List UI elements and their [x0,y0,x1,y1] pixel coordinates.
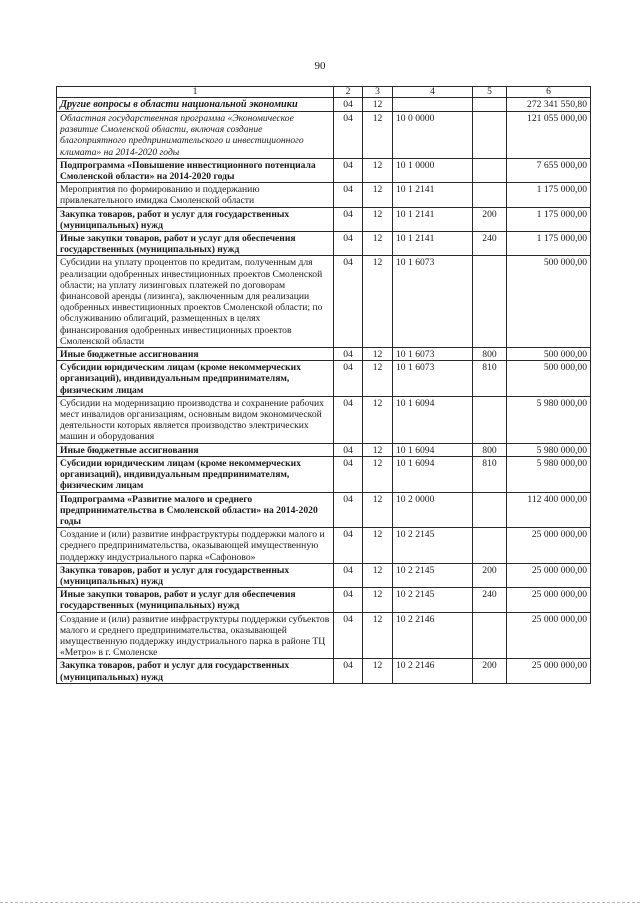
row-name: Субсидии на модернизацию производства и сохранение рабочих мест инвалидов организациям, основным видом экономической деятельности которых является производство электрических машин и оборудования [57,396,334,443]
row-amount: 5 980 000,00 [507,443,591,456]
table-row [57,443,591,456]
row-target-article: 10 2 2145 [393,563,473,587]
row-expense-type: 810 [473,361,507,397]
row-name: Создание и (или) развитие инфраструктуры поддержки малого и среднего предпринимательства, оказывающей имущественную поддержку индустриального парка «Сафоново» [57,528,334,564]
row-section: 04 [334,612,363,659]
row-subsection: 12 [363,348,393,361]
row-name: Иные закупки товаров, работ и услуг для обеспечения государственных (муниципальных) нужд [57,232,334,256]
table-row [57,588,591,612]
row-target-article: 10 1 6073 [393,256,473,348]
row-expense-type [473,396,507,443]
row-name: Областная государственная программа «Экономическое развитие Смоленской области, включая создание благоприятного предпринимательского и инвестиционного климата» на 2014-2020 годы [57,112,334,159]
row-target-article: 10 0 0000 [393,112,473,159]
row-name: Субсидии на уплату процентов по кредитам, полученным для реализации одобренных инвестиционных проектов Смоленской области; на уплату лизинговых платежей по договорам финансовой аренды (лизинга), заключенным для реализации одобренных инвестиционных проектов Смоленской области; по обслуживанию облигаций, размещенных в целях финансирования одобренных инвестиционных проектов Смоленской области [57,256,334,348]
row-expense-type: 800 [473,443,507,456]
row-section: 04 [334,563,363,587]
table-row [57,563,591,587]
row-target-article: 10 1 6073 [393,348,473,361]
scan-edge-line [0,901,640,903]
row-target-article: 10 1 2141 [393,183,473,207]
table-row [57,207,591,231]
row-amount: 7 655 000,00 [507,158,591,182]
row-amount: 25 000 000,00 [507,588,591,612]
row-amount: 5 980 000,00 [507,456,591,492]
row-target-article: 10 1 6094 [393,443,473,456]
row-target-article: 10 2 0000 [393,492,473,528]
row-subsection: 12 [363,112,393,159]
row-subsection: 12 [363,361,393,397]
row-section: 04 [334,492,363,528]
row-name: Подпрограмма «Повышение инвестиционного потенциала Смоленской области» на 2014-2020 годы [57,158,334,182]
row-amount: 500 000,00 [507,256,591,348]
header-col-4: 4 [393,87,473,98]
row-subsection: 12 [363,443,393,456]
row-amount: 121 055 000,00 [507,112,591,159]
table-row [57,348,591,361]
row-target-article: 10 1 6073 [393,361,473,397]
row-subsection: 12 [363,396,393,443]
table-body [57,98,591,684]
table-row [57,232,591,256]
row-subsection: 12 [363,256,393,348]
row-expense-type: 240 [473,588,507,612]
row-amount: 1 175 000,00 [507,183,591,207]
row-subsection: 12 [363,158,393,182]
row-name: Субсидии юридическим лицам (кроме некоммерческих организаций), индивидуальным предпринимателям, физическим лицам [57,361,334,397]
table-row [57,396,591,443]
row-target-article: 10 2 2145 [393,588,473,612]
row-expense-type: 200 [473,659,507,683]
row-name: Субсидии юридическим лицам (кроме некоммерческих организаций), индивидуальным предпринимателям, физическим лицам [57,456,334,492]
row-section: 04 [334,528,363,564]
table-row [57,612,591,659]
table-row [57,98,591,112]
table-row [57,659,591,683]
row-expense-type [473,183,507,207]
row-subsection: 12 [363,98,393,112]
row-section: 04 [334,456,363,492]
table-row [57,492,591,528]
row-subsection: 12 [363,183,393,207]
row-target-article: 10 1 6094 [393,456,473,492]
row-target-article: 10 1 6094 [393,396,473,443]
budget-table [56,86,591,684]
table-row [57,528,591,564]
table-row [57,361,591,397]
row-subsection: 12 [363,456,393,492]
row-subsection: 12 [363,659,393,683]
row-expense-type: 200 [473,563,507,587]
row-name: Создание и (или) развитие инфраструктуры поддержки субъектов малого и среднего предпринимательства, оказывающей имущественную поддержку индустриального парка в районе ТЦ «Метро» в г. Смоленске [57,612,334,659]
row-amount: 500 000,00 [507,348,591,361]
row-name: Мероприятия по формированию и поддержанию привлекательного имиджа Смоленской области [57,183,334,207]
row-target-article: 10 2 2145 [393,528,473,564]
row-amount: 25 000 000,00 [507,659,591,683]
row-section: 04 [334,232,363,256]
row-target-article: 10 1 0000 [393,158,473,182]
row-target-article [393,98,473,112]
row-name: Закупка товаров, работ и услуг для государственных (муниципальных) нужд [57,563,334,587]
row-section: 04 [334,588,363,612]
row-amount: 5 980 000,00 [507,396,591,443]
row-expense-type: 800 [473,348,507,361]
row-section: 04 [334,158,363,182]
row-expense-type [473,256,507,348]
row-section: 04 [334,361,363,397]
table-row [57,256,591,348]
row-name: Иные бюджетные ассигнования [57,348,334,361]
row-section: 04 [334,348,363,361]
row-target-article: 10 1 2141 [393,232,473,256]
row-amount: 25 000 000,00 [507,528,591,564]
row-amount: 272 341 550,80 [507,98,591,112]
row-section: 04 [334,207,363,231]
row-name: Подпрограмма «Развитие малого и среднего предпринимательства в Смоленской области» на 2014-2020 годы [57,492,334,528]
row-name: Иные бюджетные ассигнования [57,443,334,456]
row-section: 04 [334,256,363,348]
page-number: 90 [314,60,326,72]
row-amount: 112 400 000,00 [507,492,591,528]
row-amount: 25 000 000,00 [507,612,591,659]
row-amount: 1 175 000,00 [507,232,591,256]
row-expense-type: 200 [473,207,507,231]
table-row [57,183,591,207]
row-amount: 25 000 000,00 [507,563,591,587]
row-name: Закупка товаров, работ и услуг для государственных (муниципальных) нужд [57,207,334,231]
row-section: 04 [334,112,363,159]
row-section: 04 [334,98,363,112]
row-expense-type [473,612,507,659]
row-expense-type [473,492,507,528]
row-expense-type [473,98,507,112]
row-subsection: 12 [363,528,393,564]
header-col-2: 2 [334,87,363,98]
header-col-1: 1 [57,87,334,98]
row-expense-type: 810 [473,456,507,492]
header-col-3: 3 [363,87,393,98]
table-header-row [57,87,591,98]
row-subsection: 12 [363,207,393,231]
row-expense-type: 240 [473,232,507,256]
row-name: Иные закупки товаров, работ и услуг для обеспечения государственных (муниципальных) нужд [57,588,334,612]
row-amount: 1 175 000,00 [507,207,591,231]
table-row [57,112,591,159]
row-name: Закупка товаров, работ и услуг для государственных (муниципальных) нужд [57,659,334,683]
table-row [57,456,591,492]
row-section: 04 [334,443,363,456]
row-subsection: 12 [363,492,393,528]
row-target-article: 10 2 2146 [393,659,473,683]
row-expense-type [473,112,507,159]
row-name: Другие вопросы в области национальной экономики [57,98,334,112]
row-target-article: 10 2 2146 [393,612,473,659]
row-section: 04 [334,183,363,207]
row-subsection: 12 [363,232,393,256]
row-expense-type [473,158,507,182]
row-subsection: 12 [363,612,393,659]
header-col-5: 5 [473,87,507,98]
header-col-6: 6 [507,87,591,98]
row-subsection: 12 [363,588,393,612]
row-expense-type [473,528,507,564]
row-section: 04 [334,396,363,443]
table-row [57,158,591,182]
row-section: 04 [334,659,363,683]
row-subsection: 12 [363,563,393,587]
row-target-article: 10 1 2141 [393,207,473,231]
row-amount: 500 000,00 [507,361,591,397]
